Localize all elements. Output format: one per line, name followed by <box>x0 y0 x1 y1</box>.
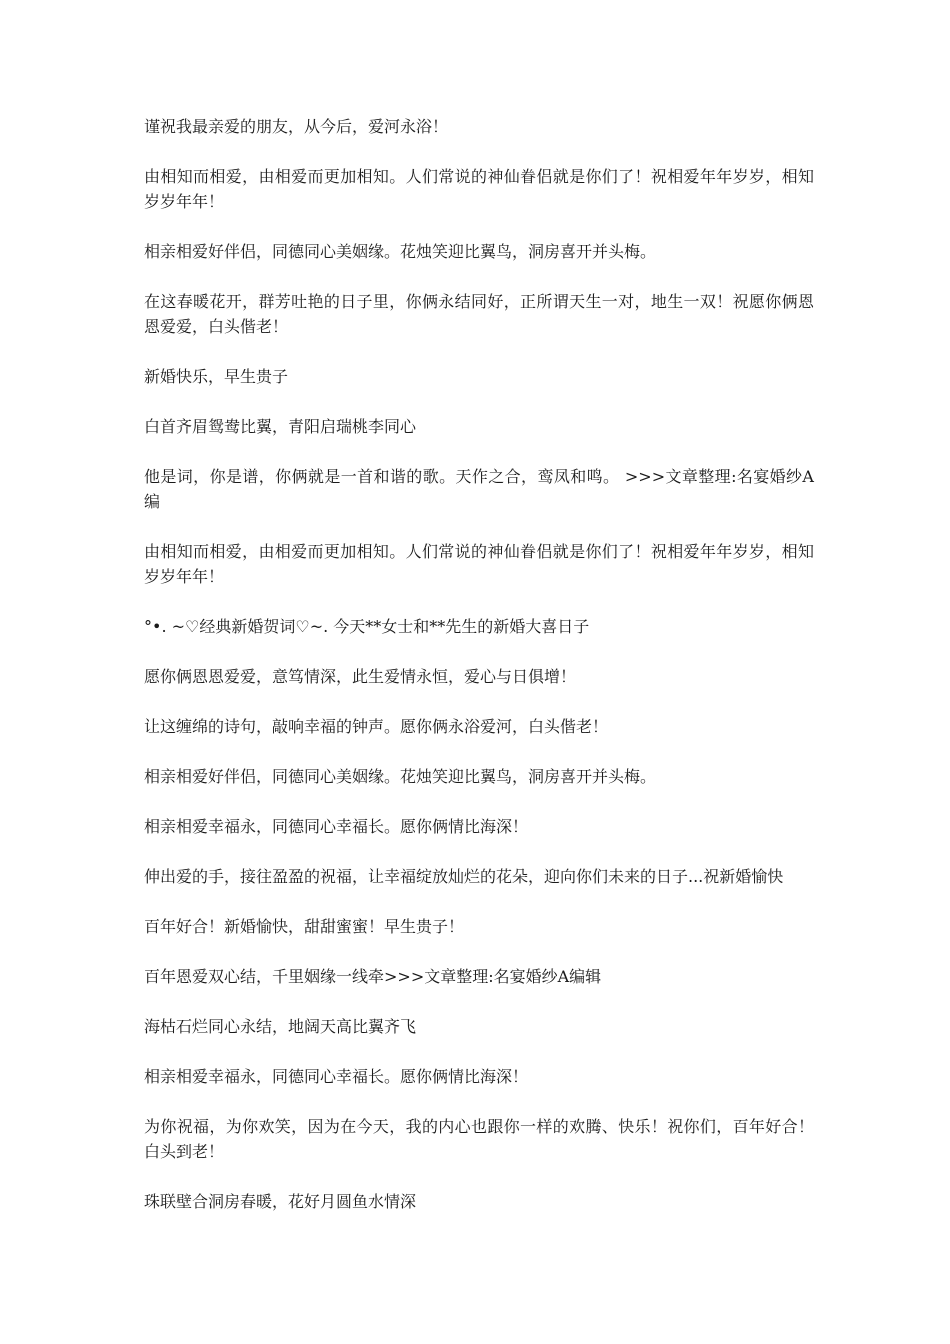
paragraph: °•. ~♡经典新婚贺词♡~. 今天**女士和**先生的新婚大喜日子 <box>144 617 590 636</box>
paragraph: 百年好合！新婚愉快，甜甜蜜蜜！早生贵子！ <box>144 917 465 936</box>
paragraph: 新婚快乐，早生贵子 <box>144 367 289 386</box>
paragraph: 伸出爱的手，接往盈盈的祝福，让幸福绽放灿烂的花朵，迎向你们未来的日子...祝新婚愉快 <box>144 867 784 886</box>
paragraph: 相亲相爱好伴侣，同德同心美姻缘。花烛笑迎比翼鸟，洞房喜开并头梅。 <box>144 767 657 786</box>
paragraph: 相亲相爱幸福永，同德同心幸福长。愿你俩情比海深！ <box>144 817 529 836</box>
paragraph: 在这春暖花开，群芳吐艳的日子里，你俩永结同好，正所谓天生一对，地生一双！祝愿你俩恩恩爱爱，白头偕老！ <box>144 292 814 336</box>
paragraph: 白首齐眉鸳鸯比翼，青阳启瑞桃李同心 <box>144 417 417 436</box>
paragraph: 相亲相爱好伴侣，同德同心美姻缘。花烛笑迎比翼鸟，洞房喜开并头梅。 <box>144 242 657 261</box>
paragraph: 珠联壁合洞房春暖，花好月圆鱼水情深 <box>144 1192 417 1211</box>
paragraph: 为你祝福，为你欢笑，因为在今天，我的内心也跟你一样的欢腾、快乐！祝你们，百年好合！白头到老！ <box>144 1117 814 1161</box>
paragraph: 由相知而相爱，由相爱而更加相知。人们常说的神仙眷侣就是你们了！祝相爱年年岁岁，相知岁岁年年！ <box>144 542 814 586</box>
document-body <box>144 114 814 1239</box>
paragraph: 让这缠绵的诗句，敲响幸福的钟声。愿你俩永浴爱河，白头偕老！ <box>144 717 609 736</box>
paragraph: 由相知而相爱，由相爱而更加相知。人们常说的神仙眷侣就是你们了！祝相爱年年岁岁，相知岁岁年年！ <box>144 167 814 211</box>
paragraph: 相亲相爱幸福永，同德同心幸福长。愿你俩情比海深！ <box>144 1067 529 1086</box>
paragraph: 海枯石烂同心永结，地阔天高比翼齐飞 <box>144 1017 417 1036</box>
paragraph: 百年恩爱双心结，千里姻缘一线牵>>>文章整理:名宴婚纱A编辑 <box>144 967 602 986</box>
paragraph: 他是词，你是谱，你俩就是一首和谐的歌。天作之合，鸾凤和鸣。 >>>文章整理:名宴婚纱A编 <box>144 467 814 511</box>
paragraph: 愿你俩恩恩爱爱，意笃情深，此生爱情永恒，爱心与日俱增！ <box>144 667 577 686</box>
paragraph: 谨祝我最亲爱的朋友，从今后，爱河永浴！ <box>144 117 449 136</box>
